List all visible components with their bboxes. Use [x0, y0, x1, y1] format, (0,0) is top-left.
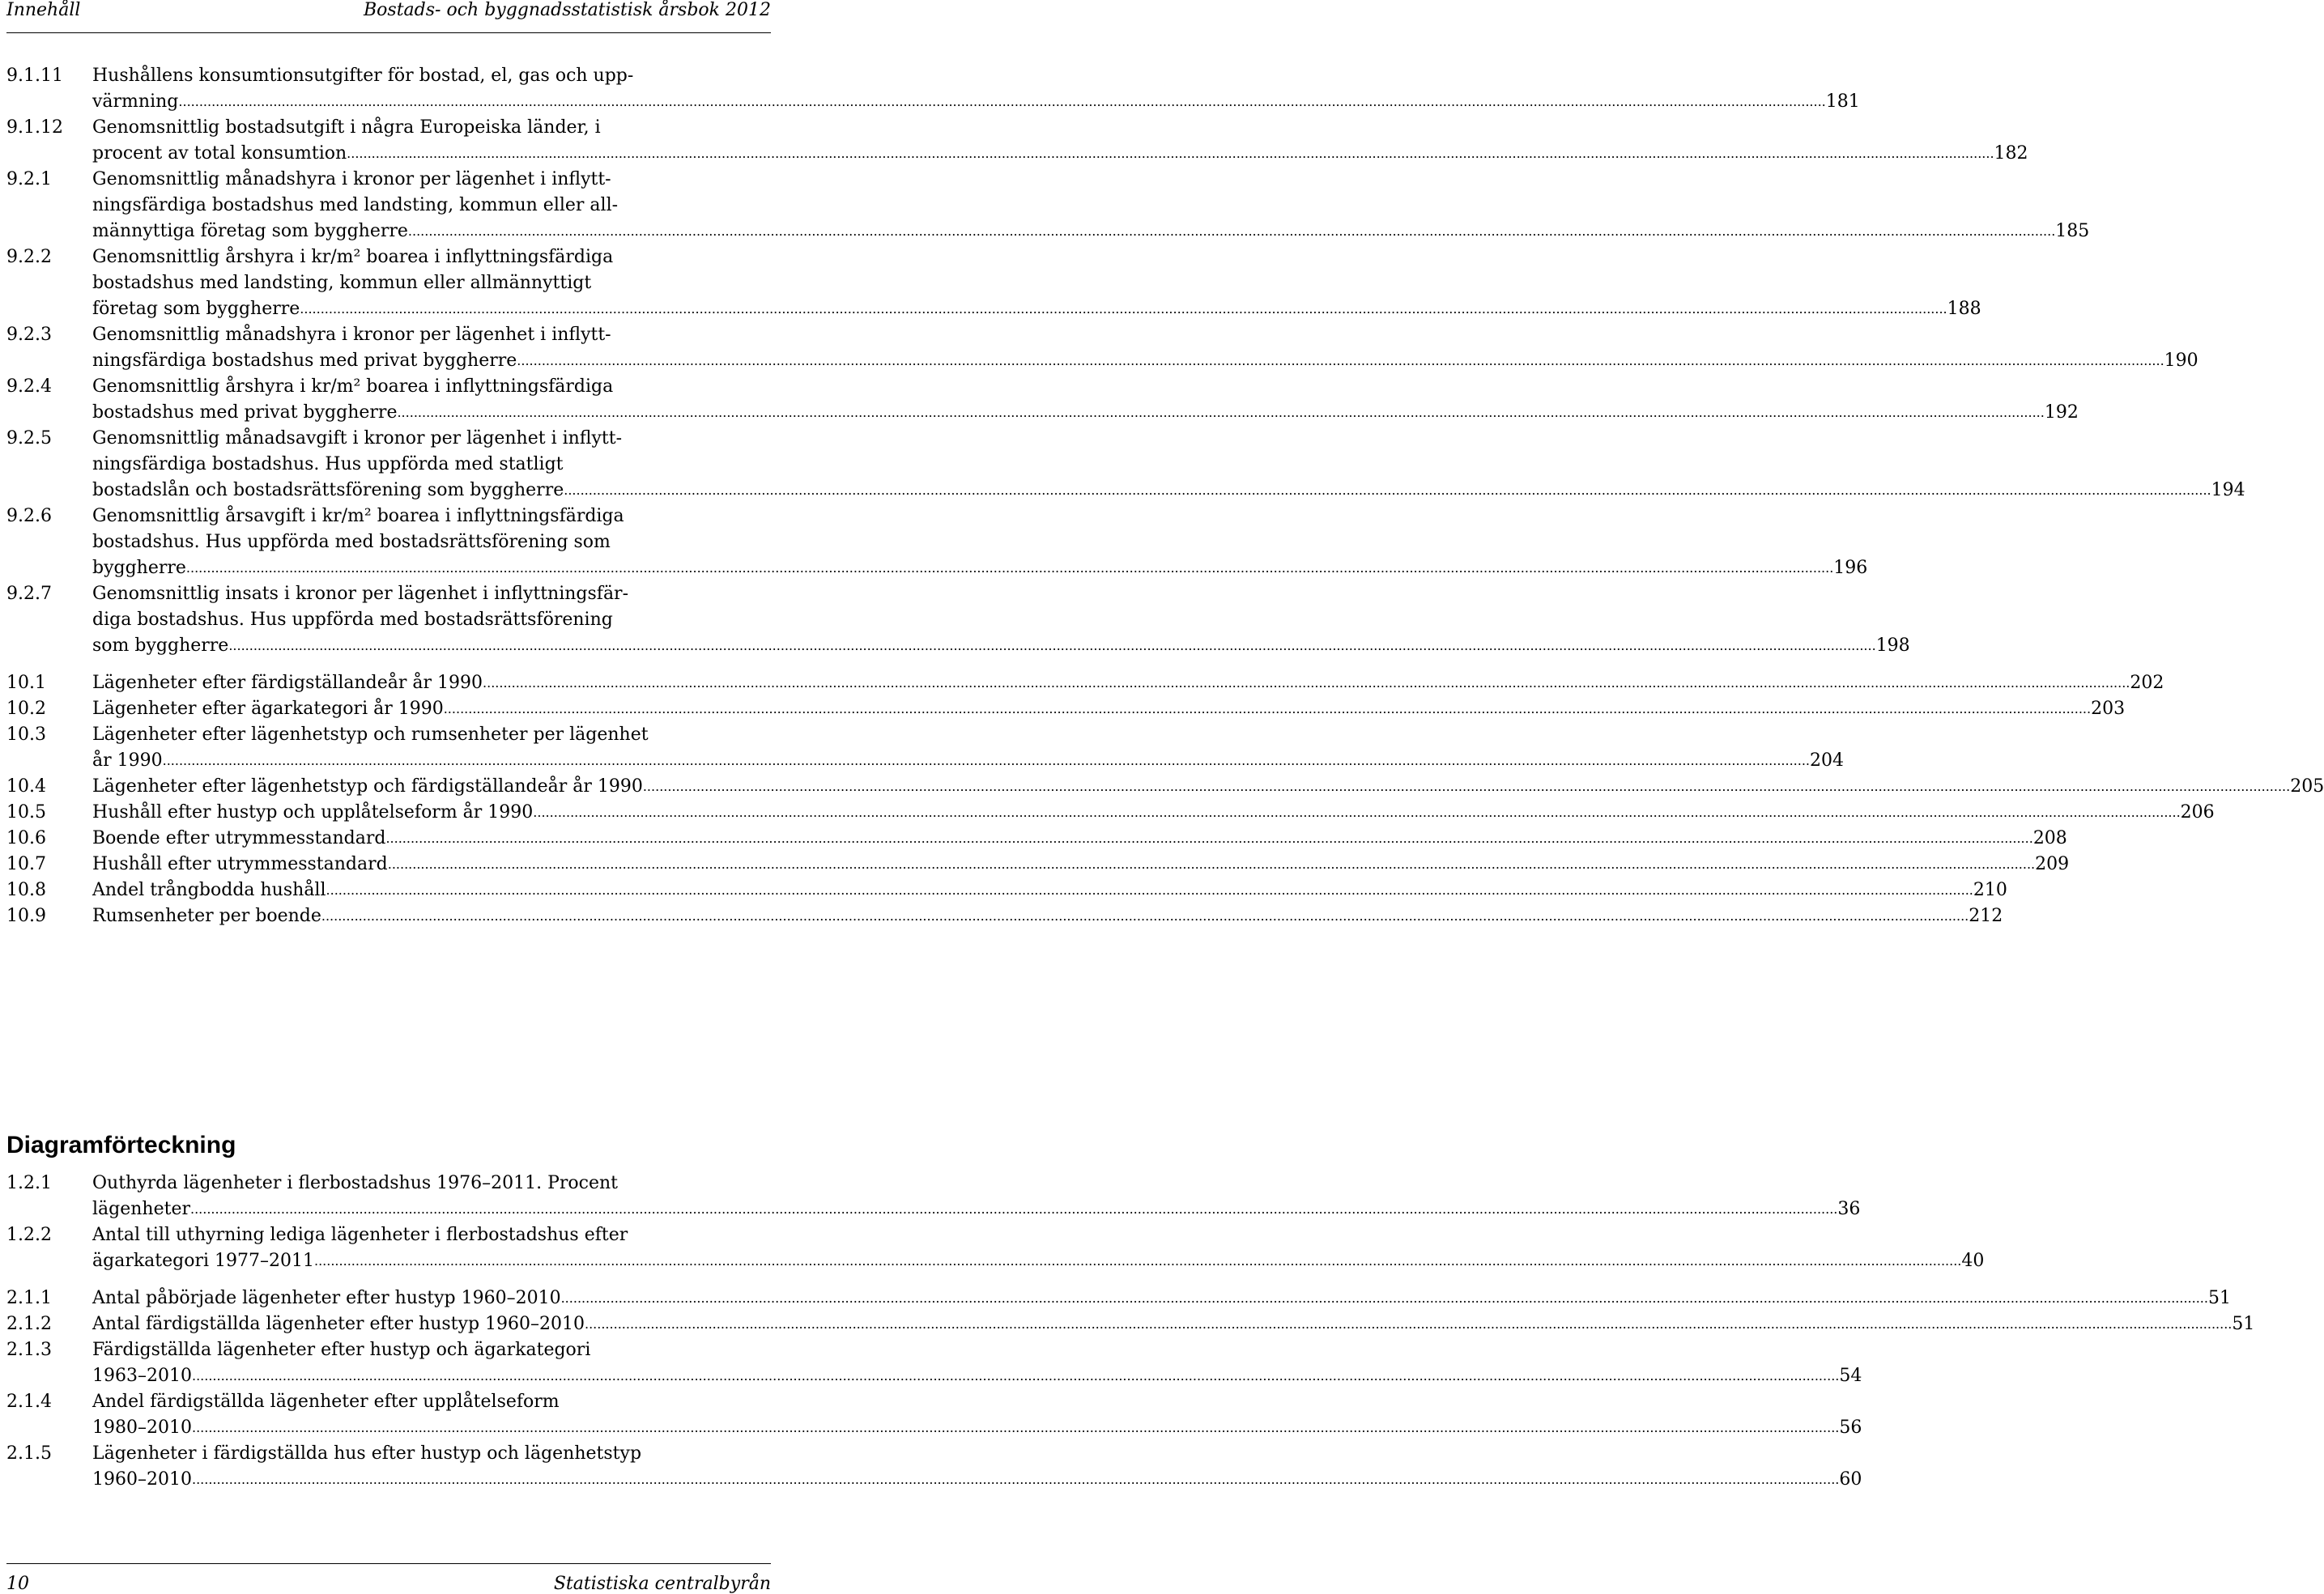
toc-entry-line[interactable] — [6, 748, 1844, 774]
toc-entry-number: 1.2.2 — [6, 1225, 52, 1245]
toc-entry-line[interactable] — [6, 504, 771, 529]
toc-entry-line[interactable] — [6, 219, 2090, 244]
list-gap — [0, 659, 777, 670]
dot-leader: ................................................................................................................................................................................................................................................................................................................................................................................................................ — [162, 753, 1810, 768]
header-section-title: Innehåll — [6, 0, 81, 20]
toc-entry-title: Lägenheter efter lägenhetstyp och färdigställandeår år 1990 — [92, 776, 643, 797]
dot-leader: ................................................................................................................................................................................................................................................................................................................................................................................................................ — [326, 882, 1973, 898]
toc-entry-line[interactable] — [6, 1171, 771, 1197]
toc-entry-line[interactable] — [6, 167, 771, 193]
toc-entry-title: 1963–2010 — [92, 1366, 192, 1386]
toc-entry-number: 9.2.4 — [6, 376, 52, 397]
toc-page-number: 192 — [2044, 402, 2079, 423]
toc-page-number: 196 — [1833, 558, 1868, 578]
dot-leader: ................................................................................................................................................................................................................................................................................................................................................................................................................ — [300, 301, 1947, 317]
toc-entry-title: Andel trångbodda hushåll — [92, 880, 326, 900]
toc-entry-title: företag som byggherre — [92, 299, 300, 319]
toc-entry-line[interactable] — [6, 63, 771, 89]
toc-entry-number: 10.1 — [6, 673, 46, 693]
toc-entry-number: 2.1.3 — [6, 1340, 52, 1360]
dot-leader: ................................................................................................................................................................................................................................................................................................................................................................................................................ — [533, 805, 2181, 820]
toc-entry-title: Hushåll efter utrymmesstandard — [92, 854, 388, 874]
toc-entry-number: 9.2.7 — [6, 584, 52, 604]
toc-entry-number: 10.7 — [6, 854, 46, 874]
toc-entry-title: procent av total konsumtion — [92, 143, 347, 164]
toc-page-number: 51 — [2207, 1288, 2231, 1308]
toc-page-number: 182 — [1994, 143, 2028, 164]
toc-entry-line[interactable] — [6, 89, 1860, 115]
toc-entry-number: 9.1.11 — [6, 66, 63, 86]
toc-entry-line[interactable] — [6, 141, 2028, 167]
list-gap — [0, 1274, 777, 1286]
toc-entry-title: ägarkategori 1977–2011 — [92, 1251, 314, 1271]
toc-entry-title: Lägenheter efter färdigställandeår år 1990 — [92, 673, 483, 693]
toc-page-number: 51 — [2232, 1314, 2255, 1334]
toc-page-number: 208 — [2032, 828, 2067, 848]
toc-entry-title: Färdigställda lägenheter efter hustyp och ägarkategori — [92, 1340, 591, 1360]
diagram-list-heading: Diagramförteckning — [6, 1132, 236, 1158]
footer-publisher: Statistiska centralbyrån — [553, 1574, 771, 1594]
toc-entry-title: Lägenheter efter ägarkategori år 1990 — [92, 699, 444, 719]
toc-entry-line[interactable] — [6, 322, 771, 348]
toc-entry-title: bostadshus med privat byggherre — [92, 402, 398, 423]
dot-leader: ................................................................................................................................................................................................................................................................................................................................................................................................................ — [564, 482, 2211, 498]
toc-entry-line[interactable] — [6, 670, 2164, 696]
toc-entry-line[interactable] — [6, 1248, 1985, 1274]
toc-entry-line[interactable] — [6, 903, 2003, 929]
toc-entry-title: Genomsnittlig årsavgift i kr/m² boarea i inflyttningsfärdiga — [92, 506, 624, 526]
toc-entry-title: byggherre — [92, 558, 186, 578]
toc-entry-line[interactable] — [6, 852, 2070, 878]
toc-page-number: 202 — [2130, 673, 2164, 693]
footer-rule — [6, 1563, 771, 1564]
dot-leader: ................................................................................................................................................................................................................................................................................................................................................................................................................ — [560, 1290, 2208, 1306]
toc-entry-line[interactable] — [6, 374, 771, 400]
toc-entry-title: Antal påbörjade lägenheter efter hustyp 1960–2010 — [92, 1288, 561, 1308]
toc-entry-title: Hushåll efter hustyp och upplåtelseform år 1990 — [92, 802, 534, 823]
toc-entry-line[interactable] — [6, 607, 771, 633]
toc-entry-title: 1960–2010 — [92, 1469, 192, 1490]
toc-entry-line[interactable] — [6, 774, 2324, 800]
toc-entry-line[interactable] — [6, 1363, 1862, 1389]
toc-entry-line[interactable] — [6, 878, 2007, 903]
header-rule — [6, 32, 771, 33]
toc-entry-line[interactable] — [6, 1197, 1861, 1222]
page-number: 10 — [6, 1574, 29, 1594]
dot-leader: ................................................................................................................................................................................................................................................................................................................................................................................................................ — [314, 1253, 1962, 1269]
toc-page-number: 54 — [1839, 1366, 1862, 1386]
toc-entry-line[interactable] — [6, 1467, 1862, 1493]
toc-page-number: 188 — [1947, 299, 1981, 319]
toc-page-number: 209 — [2035, 854, 2070, 874]
toc-entry-title: Hushållens konsumtionsutgifter för bostad, el, gas och upp- — [92, 66, 634, 86]
toc-entry-title: diga bostadshus. Hus uppförda med bostadsrättsförening — [92, 610, 613, 630]
toc-entry-title: männyttiga företag som byggherre — [92, 221, 408, 241]
toc-entry-line[interactable] — [6, 348, 2198, 374]
dot-leader: ................................................................................................................................................................................................................................................................................................................................................................................................................ — [407, 223, 2056, 239]
toc-entry-line[interactable] — [6, 115, 771, 141]
toc-entry-number: 10.5 — [6, 802, 46, 823]
toc-page-number: 204 — [1810, 750, 1844, 771]
toc-entry-title: ningsfärdiga bostadshus med privat byggherre — [92, 351, 517, 371]
toc-entry-title: Antal färdigställda lägenheter efter hustyp 1960–2010 — [92, 1314, 585, 1334]
toc-entry-title: som byggherre — [92, 635, 229, 656]
dot-leader: ................................................................................................................................................................................................................................................................................................................................................................................................................ — [387, 857, 2036, 872]
toc-entry-line[interactable] — [6, 1222, 771, 1248]
toc-entry-number: 10.9 — [6, 906, 46, 926]
toc-entry-line[interactable] — [6, 722, 771, 748]
toc-entry-title: år 1990 — [92, 750, 163, 771]
dot-leader: ................................................................................................................................................................................................................................................................................................................................................................................................................ — [191, 1420, 1840, 1435]
toc-entry-number: 10.3 — [6, 725, 46, 745]
toc-entry-line[interactable] — [6, 244, 771, 270]
toc-page-number: 212 — [1969, 906, 2003, 926]
toc-entry-number: 2.1.1 — [6, 1288, 52, 1308]
toc-entry-line[interactable] — [6, 1389, 771, 1415]
toc-page-number: 181 — [1825, 91, 1860, 112]
toc-entry-number: 10.8 — [6, 880, 46, 900]
toc-page-number: 40 — [1961, 1251, 1985, 1271]
toc-entry-title: värmning — [92, 91, 179, 112]
toc-entry-line[interactable] — [6, 1415, 1862, 1441]
dot-leader: ................................................................................................................................................................................................................................................................................................................................................................................................................ — [585, 1316, 2232, 1332]
toc-entry-number: 9.2.1 — [6, 169, 52, 189]
toc-entry-line[interactable] — [6, 826, 2067, 852]
toc-entry-number: 9.2.5 — [6, 428, 52, 448]
toc-entry-number: 9.1.12 — [6, 117, 63, 138]
toc-entry-number: 9.2.2 — [6, 247, 52, 267]
toc-entry-title: Outhyrda lägenheter i flerbostadshus 1976–2011. Procent — [92, 1173, 619, 1193]
toc-page-number: 185 — [2055, 221, 2090, 241]
toc-entry-title: bostadslån och bostadsrättsförening som byggherre — [92, 480, 564, 500]
toc-entry-title: ningsfärdiga bostadshus med landsting, kommun eller all- — [92, 195, 619, 215]
dot-leader: ................................................................................................................................................................................................................................................................................................................................................................................................................ — [385, 831, 2033, 846]
toc-entry-number: 10.2 — [6, 699, 46, 719]
toc-entry-title: ningsfärdiga bostadshus. Hus uppförda med statligt — [92, 454, 564, 474]
toc-entry-title: Genomsnittlig månadsavgift i kronor per lägenhet i inflytt- — [92, 428, 623, 448]
table-list — [0, 63, 2324, 929]
toc-entry-line[interactable] — [6, 452, 771, 478]
toc-entry-title: Genomsnittlig insats i kronor per lägenhet i inflyttningsfär- — [92, 584, 629, 604]
toc-entry-line[interactable] — [6, 1441, 771, 1467]
toc-entry-line[interactable] — [6, 800, 2215, 826]
toc-entry-number: 10.6 — [6, 828, 46, 848]
toc-page-number: 198 — [1875, 635, 1910, 656]
toc-entry-title: Andel färdigställda lägenheter efter upplåtelseform — [92, 1392, 560, 1412]
toc-entry-line[interactable] — [6, 193, 771, 219]
dot-leader: ................................................................................................................................................................................................................................................................................................................................................................................................................ — [191, 1472, 1840, 1487]
toc-page-number: 210 — [1973, 880, 2007, 900]
toc-entry-line[interactable] — [6, 696, 2126, 722]
toc-entry-title: bostadshus. Hus uppförda med bostadsrättsförening som — [92, 532, 611, 552]
toc-entry-number: 2.1.4 — [6, 1392, 52, 1412]
toc-page-number: 190 — [2164, 351, 2198, 371]
toc-entry-line[interactable] — [6, 426, 771, 452]
toc-entry-title: 1980–2010 — [92, 1418, 192, 1438]
toc-entry-line[interactable] — [6, 1311, 2255, 1337]
toc-entry-line[interactable] — [6, 529, 771, 555]
toc-page-number: 36 — [1837, 1199, 1861, 1219]
toc-entry-title: Boende efter utrymmesstandard — [92, 828, 386, 848]
toc-entry-number: 9.2.6 — [6, 506, 52, 526]
dot-leader: ................................................................................................................................................................................................................................................................................................................................................................................................................ — [483, 675, 2130, 691]
toc-entry-title: Genomsnittlig årshyra i kr/m² boarea i inflyttningsfärdiga — [92, 247, 614, 267]
toc-entry-line[interactable] — [6, 270, 771, 296]
toc-entry-title: Antal till uthyrning lediga lägenheter i flerbostadshus efter — [92, 1225, 628, 1245]
toc-entry-title: lägenheter — [92, 1199, 190, 1219]
toc-entry-line[interactable] — [6, 555, 1868, 581]
dot-leader: ................................................................................................................................................................................................................................................................................................................................................................................................................ — [443, 701, 2092, 716]
toc-page-number: 205 — [2290, 776, 2324, 797]
toc-entry-line[interactable] — [6, 296, 1981, 322]
dot-leader: ................................................................................................................................................................................................................................................................................................................................................................................................................ — [191, 1368, 1840, 1384]
toc-entry-title: Genomsnittlig bostadsutgift i några Europeiska länder, i — [92, 117, 601, 138]
header-publication-title: Bostads- och byggnadsstatistisk årsbok 2012 — [364, 0, 771, 20]
toc-page-number: 194 — [2211, 480, 2245, 500]
dot-leader: ................................................................................................................................................................................................................................................................................................................................................................................................................ — [397, 405, 2045, 420]
dot-leader: ................................................................................................................................................................................................................................................................................................................................................................................................................ — [185, 560, 1834, 576]
dot-leader: ................................................................................................................................................................................................................................................................................................................................................................................................................ — [228, 638, 1876, 653]
toc-page-number: 60 — [1839, 1469, 1862, 1490]
toc-page-number: 203 — [2091, 699, 2126, 719]
toc-entry-line[interactable] — [6, 400, 2079, 426]
page-header — [0, 0, 777, 29]
toc-page-number: 56 — [1839, 1418, 1862, 1438]
toc-entry-number: 2.1.5 — [6, 1443, 52, 1464]
dot-leader: ................................................................................................................................................................................................................................................................................................................................................................................................................ — [517, 353, 2164, 368]
toc-entry-number: 9.2.3 — [6, 325, 52, 345]
dot-leader: ................................................................................................................................................................................................................................................................................................................................................................................................................ — [178, 94, 1826, 109]
toc-entry-title: Lägenheter i färdigställda hus efter hustyp och lägenhetstyp — [92, 1443, 642, 1464]
toc-entry-number: 10.4 — [6, 776, 46, 797]
diagram-list — [0, 1171, 2255, 1493]
toc-entry-line[interactable] — [6, 478, 2245, 504]
toc-entry-line[interactable] — [6, 581, 771, 607]
toc-page-number: 206 — [2180, 802, 2215, 823]
dot-leader: ................................................................................................................................................................................................................................................................................................................................................................................................................ — [642, 779, 2291, 794]
toc-entry-title: bostadshus med landsting, kommun eller allmännyttigt — [92, 273, 592, 293]
toc-entry-line[interactable] — [6, 1337, 771, 1363]
toc-entry-title: Genomsnittlig månadshyra i kronor per lägenhet i inflytt- — [92, 169, 611, 189]
toc-entry-title: Rumsenheter per boende — [92, 906, 321, 926]
toc-entry-title: Genomsnittlig årshyra i kr/m² boarea i inflyttningsfärdiga — [92, 376, 614, 397]
dot-leader: ................................................................................................................................................................................................................................................................................................................................................................................................................ — [190, 1201, 1838, 1217]
dot-leader: ................................................................................................................................................................................................................................................................................................................................................................................................................ — [347, 146, 1994, 161]
toc-entry-number: 2.1.2 — [6, 1314, 52, 1334]
toc-entry-line[interactable] — [6, 1286, 2231, 1311]
toc-entry-title: Lägenheter efter lägenhetstyp och rumsenheter per lägenhet — [92, 725, 649, 745]
toc-entry-line[interactable] — [6, 633, 1910, 659]
toc-entry-title: Genomsnittlig månadshyra i kronor per lägenhet i inflytt- — [92, 325, 611, 345]
toc-entry-number: 1.2.1 — [6, 1173, 52, 1193]
dot-leader: ................................................................................................................................................................................................................................................................................................................................................................................................................ — [321, 908, 1969, 924]
